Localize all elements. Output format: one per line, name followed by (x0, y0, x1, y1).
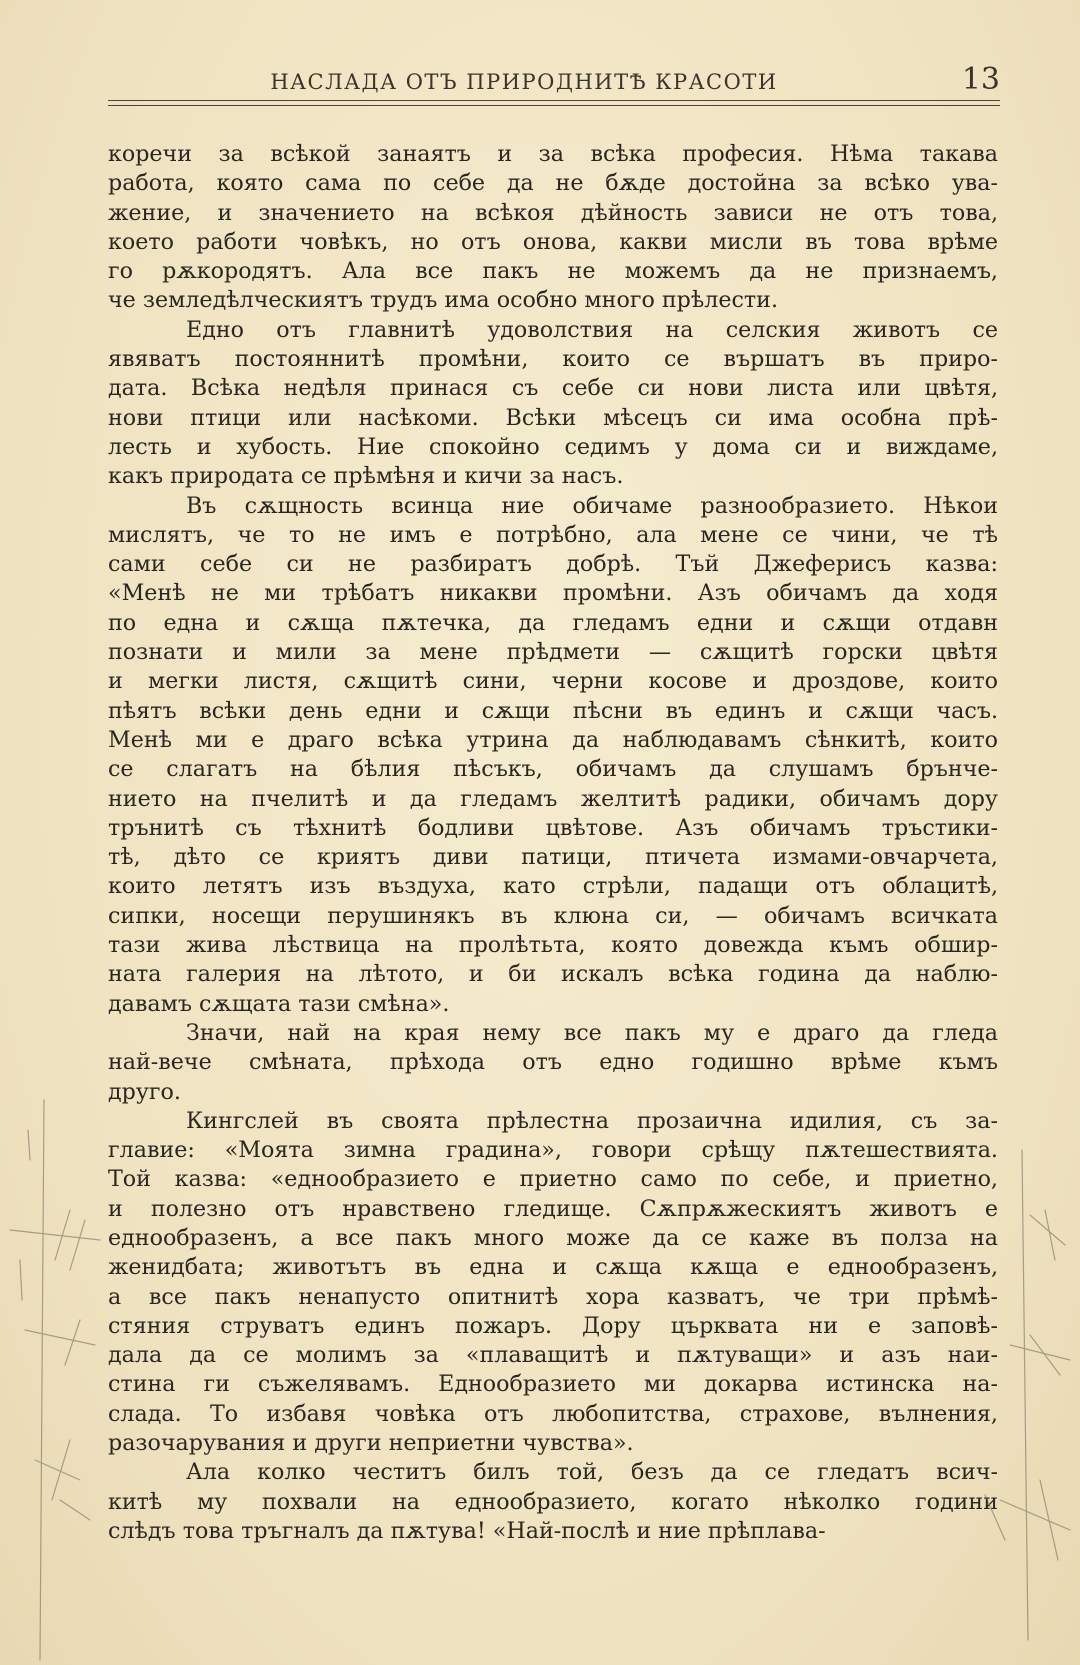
text-line: трънитѣ съ тѣхнитѣ бодливи цвѣтове. Азъ обичамъ тръстики- (108, 814, 998, 841)
paragraph (108, 1019, 998, 1107)
text-line: Менѣ ми е драго всѣка утрина да наблюдавамъ сѣнкитѣ, които (108, 726, 998, 753)
text-line: пѣятъ всѣки день едни и сѫщи пѣсни въ единъ и сѫщи часъ. (108, 697, 998, 724)
text-line: които летятъ изъ въздуха, като стрѣли, падащи отъ облацитѣ, (108, 873, 998, 900)
text-line: и мегки листя, сѫщитѣ сини, черни косове и дроздове, които (108, 668, 998, 695)
text-line: Кингслей въ своята прѣлестна прозаична идилия, съ за- (186, 1107, 998, 1134)
text-line: дала да се молимъ за «плаващитѣ и пѫтуващи» и азъ наи- (108, 1342, 998, 1369)
left-margin-hatch (10, 1210, 100, 1520)
text-line: китѣ му похвали на еднообразието, когато нѣколко години (108, 1488, 998, 1515)
text-line: и полезно отъ нравствено гледище. Сѫпрѫжескиятъ животъ е (108, 1195, 998, 1222)
text-line: тѣ, дѣто се криятъ диви патици, птичета измами-овчарчета, (108, 844, 998, 871)
left-edge-tick (20, 1130, 30, 1300)
text-line: сипки, носещи перушинякъ въ клюна си, — обичамъ всичката (108, 902, 998, 929)
text-line: жение, и значението на всѣкоя дѣйность зависи не отъ това, (108, 199, 998, 226)
text-line: «Менѣ не ми трѣбатъ никакви промѣни. Азъ обичамъ да ходя (108, 580, 998, 607)
text-line: дата. Всѣка недѣля принася съ себе си нови листа или цвѣтя, (108, 375, 998, 402)
paragraph (108, 140, 998, 316)
left-margin-line (40, 1100, 44, 1660)
text-line: стина ги съжелявамъ. Еднообразието ми докарва истинска на- (108, 1371, 998, 1398)
paragraph (108, 1107, 998, 1459)
text-line: лесть и хубость. Ние спокойно седимъ у дома си и виждаме, (108, 433, 998, 460)
text-line: слада. То избавя човѣка отъ любопитства, страхове, вълнения, (108, 1400, 998, 1427)
page-number: 13 (961, 62, 1000, 97)
header-rule-thin (108, 105, 1000, 106)
text-line: коречи за всѣкой занаятъ и за всѣка професия. Нѣма такава (108, 141, 998, 167)
text-line: а все пакъ ненапусто опитнитѣ хора казватъ, че три прѣмѣ- (108, 1283, 998, 1310)
text-line: Ала колко честитъ билъ той, безъ да се гледатъ всич- (186, 1459, 998, 1486)
text-line: разочарувания и други неприетни чувства». (108, 1430, 634, 1457)
text-line: друго. (108, 1078, 181, 1105)
header-rule (108, 100, 1000, 101)
text-line: че земледѣлческиятъ трудъ има особно много прѣлести. (108, 287, 778, 314)
text-line: се слагатъ на бѣлия пѣсъкъ, обичамъ да слушамъ брънче- (108, 756, 998, 783)
text-line: по една и сѫща пѫтечка, да гледамъ едни и сѫщи отдавн (108, 609, 998, 636)
text-line: женидбата; животътъ въ една и сѫща кѫща е еднообразенъ, (108, 1254, 998, 1281)
page-header (108, 62, 1000, 102)
text-line: какъ природата се прѣмѣня и кичи за насъ. (108, 463, 624, 490)
body-text (108, 140, 998, 1546)
text-line: Значи, най на края нему все пакъ му е драго да гледа (186, 1019, 998, 1046)
text-line: тази жива лѣствица на пролѣтьта, която довежда къмъ обшир- (108, 932, 998, 959)
text-line: слѣдъ това тръгналъ да пѫтува! «Най-послѣ и ние прѣплава- (108, 1517, 826, 1544)
paragraph (108, 492, 998, 1019)
text-line: най-вече смѣната, прѣхода отъ едно годишно врѣме къмъ (108, 1049, 998, 1076)
text-line: давамъ сѫщата тази смѣна». (108, 990, 450, 1017)
text-line: еднообразенъ, а все пакъ много може да се каже въ полза на (108, 1224, 998, 1251)
text-line: главие: «Моята зимна градина», говори срѣщу пѫтешествията. (108, 1137, 998, 1164)
paragraph (108, 1458, 998, 1546)
text-line: сами себе си не разбиратъ добрѣ. Тъй Джеферисъ казва: (108, 551, 998, 578)
text-line: Той казва: «еднообразието е приетно само по себе, и приетно, (108, 1166, 998, 1193)
text-line: ната галерия на лѣтото, и би искалъ всѣка година да наблю- (108, 961, 998, 988)
paragraph (108, 316, 998, 492)
text-line: работа, която сама по себе да не бѫде достойна за всѣко ува- (108, 170, 998, 197)
text-line: явяватъ постояннитѣ промѣни, които се вършатъ въ приро- (108, 346, 998, 373)
text-line: Едно отъ главнитѣ удоволствия на селския животъ се (186, 316, 998, 343)
text-line: го рѫкородятъ. Ала все пакъ не можемъ да не признаемъ, (108, 258, 998, 285)
running-title: НАСЛАДА ОТЪ ПРИРОДНИТѢ КРАСОТИ (270, 70, 778, 94)
text-line: познати и мили за мене прѣдмети — сѫщитѣ горски цвѣтя (108, 639, 998, 666)
text-line: нови птици или насѣкоми. Всѣки мѣсецъ си има особна прѣ- (108, 404, 998, 431)
text-line: мислятъ, че то не имъ е потрѣбно, ала мене се чини, че тѣ (108, 521, 998, 548)
text-line: стяния струватъ единъ пожаръ. Дору църквата ни е заповѣ- (108, 1312, 998, 1339)
text-line: нието на пчелитѣ и да гледамъ желтитѣ радики, обичамъ дору (108, 785, 998, 812)
text-line: което работи човѣкъ, но отъ онова, какви мисли въ това врѣме (108, 228, 998, 255)
right-margin-line (1022, 1150, 1028, 1640)
text-line: Въ сѫщность всинца ние обичаме разнообразието. Нѣкои (186, 492, 998, 519)
